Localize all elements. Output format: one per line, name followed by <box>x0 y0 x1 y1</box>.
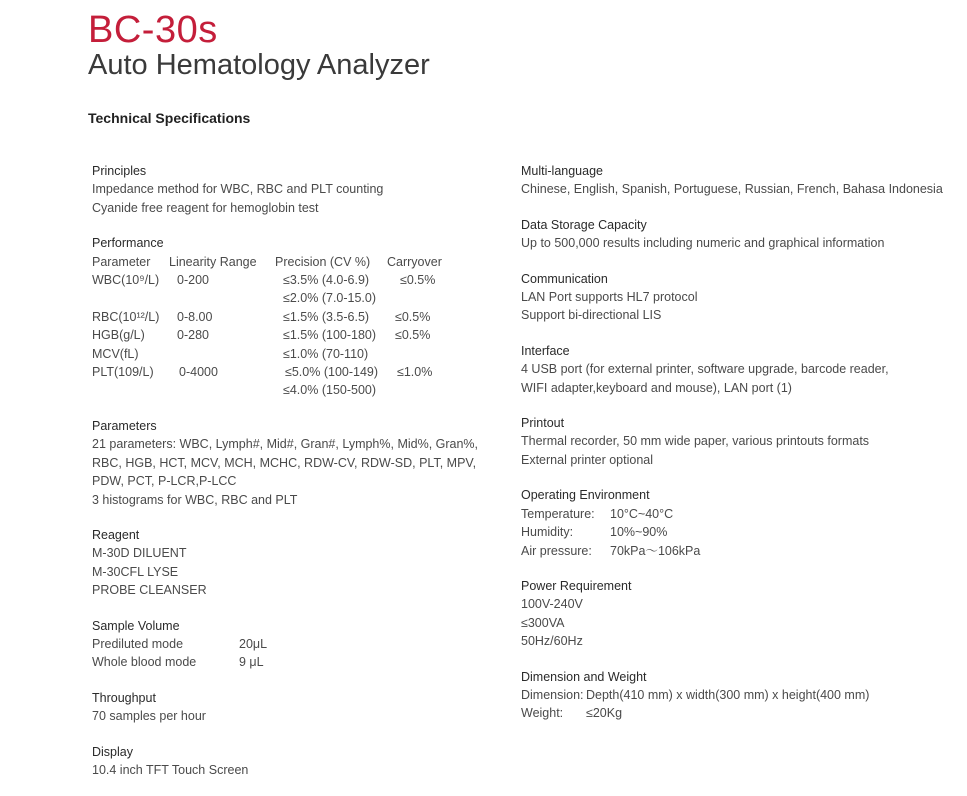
cell-param: RBC(10¹²/L) <box>92 309 160 324</box>
section-title: Throughput <box>92 690 156 705</box>
cell-carryover <box>395 345 455 363</box>
col-header-linearity: Linearity Range <box>169 254 257 269</box>
product-name: Auto Hematology Analyzer <box>88 49 430 81</box>
spec-line: LAN Port supports HL7 protocol <box>521 290 698 305</box>
cell-carryover: ≤1.0% <box>397 365 433 380</box>
item-value: 20μL <box>239 636 268 651</box>
table-row <box>92 345 502 363</box>
spec-line: Impedance method for WBC, RBC and PLT counting <box>92 182 384 197</box>
section-title: Multi-language <box>521 164 603 178</box>
section-power <box>521 577 961 651</box>
table-row <box>92 271 502 289</box>
spec-line: PROBE CLEANSER <box>92 583 207 598</box>
right-column <box>521 162 961 740</box>
section-title: Dimension and Weight <box>521 669 647 684</box>
section-reagent <box>92 526 502 600</box>
spec-line: ≤300VA <box>521 615 565 630</box>
section-printout <box>521 414 961 469</box>
table-row <box>92 289 502 307</box>
section-throughput <box>92 689 502 726</box>
cell-param <box>92 381 169 399</box>
section-display <box>92 743 502 780</box>
list-item <box>521 523 961 541</box>
section-performance <box>92 234 502 400</box>
section-title: Performance <box>92 236 164 251</box>
spec-line: Chinese, English, Spanish, Portuguese, Russian, French, Bahasa Indonesia <box>521 182 943 197</box>
cell-precision: ≤1.5% (3.5-6.5) <box>283 309 370 324</box>
item-label: Humidity: <box>521 525 574 540</box>
cell-range <box>169 289 283 307</box>
spec-line: M-30CFL LYSE <box>92 564 179 579</box>
list-item <box>92 635 502 653</box>
section-parameters <box>92 417 502 509</box>
cell-precision: ≤3.5% (4.0-6.9) <box>283 273 370 288</box>
item-value: 10%~90% <box>610 525 668 540</box>
cell-param: PLT(109/L) <box>92 365 154 380</box>
section-title: Communication <box>521 271 608 286</box>
list-item <box>521 704 961 722</box>
spec-line: 100V-240V <box>521 597 583 612</box>
spec-paragraph: 21 parameters: WBC, Lymph#, Mid#, Gran#, Lymph%, Mid%, Gran%, RBC, HGB, HCT, MCV, MCH, MCHC, RDW-CV, RDW-SD, PLT, MPV, PDW, PCT, P-LCR,P-LCC <box>92 437 479 489</box>
left-column <box>92 162 502 796</box>
item-value: 10°C~40°C <box>610 506 674 521</box>
item-label: Dimension: <box>521 687 584 702</box>
list-item <box>521 686 961 704</box>
cell-carryover: ≤0.5% <box>400 273 436 288</box>
col-header-precision: Precision (CV %) <box>275 254 371 269</box>
item-label: Prediluted mode <box>92 636 184 651</box>
cell-carryover: ≤0.5% <box>395 328 431 343</box>
cell-param <box>92 289 169 307</box>
cell-range <box>169 345 283 363</box>
cell-param: WBC(10⁹/L) <box>92 273 160 288</box>
cell-range: 0-280 <box>177 328 209 343</box>
section-principles <box>92 162 502 217</box>
cell-precision: ≤4.0% (150-500) <box>283 383 377 398</box>
cell-range: 0-8.00 <box>177 309 213 324</box>
spec-line: External printer optional <box>521 452 654 467</box>
cell-range: 0-4000 <box>179 365 218 380</box>
cell-carryover <box>395 381 455 399</box>
cell-carryover: ≤0.5% <box>395 309 431 324</box>
cell-range <box>169 381 283 399</box>
cell-param: MCV(fL) <box>92 346 139 361</box>
spec-line: Cyanide free reagent for hemoglobin test <box>92 200 319 215</box>
section-interface <box>521 342 961 397</box>
section-title: Display <box>92 744 133 759</box>
list-item <box>521 505 961 523</box>
spec-line: 4 USB port (for external printer, software upgrade, barcode reader, <box>521 362 889 377</box>
cell-carryover <box>395 289 460 307</box>
item-value: 9 μL <box>239 655 264 670</box>
section-sample-volume <box>92 617 502 672</box>
cell-precision: ≤1.0% (70-110) <box>283 346 369 361</box>
cell-param: HGB(g/L) <box>92 328 145 343</box>
item-value: 70kPa～106kPa <box>610 543 701 558</box>
item-value: ≤20Kg <box>586 706 623 721</box>
section-title: Reagent <box>92 527 140 542</box>
item-label: Temperature: <box>521 506 595 521</box>
cell-range: 0-200 <box>177 273 209 288</box>
section-title: Principles <box>92 164 147 178</box>
section-title: Data Storage Capacity <box>521 217 647 232</box>
section-multi-language <box>521 162 961 199</box>
section-title: Power Requirement <box>521 578 632 593</box>
list-item <box>92 653 502 671</box>
section-communication <box>521 270 961 325</box>
model-name: BC-30s <box>88 9 218 51</box>
section-data-storage <box>521 216 961 253</box>
section-title: Printout <box>521 416 565 431</box>
section-operating-environment <box>521 486 961 560</box>
spec-line: WIFI adapter,keyboard and mouse), LAN port (1) <box>521 380 792 395</box>
spec-line: 10.4 inch TFT Touch Screen <box>92 762 249 777</box>
spec-line: Thermal recorder, 50 mm wide paper, various printouts formats <box>521 434 870 449</box>
cell-precision: ≤5.0% (100-149) <box>285 365 379 380</box>
item-label: Weight: <box>521 706 564 721</box>
table-row <box>92 308 502 326</box>
list-item <box>521 542 961 560</box>
spec-line: Support bi-directional LIS <box>521 308 662 323</box>
cell-precision: ≤1.5% (100-180) <box>283 328 377 343</box>
section-title: Operating Environment <box>521 488 650 503</box>
spec-line: Up to 500,000 results including numeric and graphical information <box>521 236 885 251</box>
spec-line: 3 histograms for WBC, RBC and PLT <box>92 492 298 507</box>
col-header-carryover: Carryover <box>387 254 442 269</box>
performance-header-row <box>92 253 502 271</box>
item-value: Depth(410 mm) x width(300 mm) x height(400 mm) <box>586 687 870 702</box>
spec-line: 50Hz/60Hz <box>521 634 583 649</box>
table-row <box>92 326 502 344</box>
item-label: Air pressure: <box>521 543 592 558</box>
section-title: Sample Volume <box>92 618 180 633</box>
section-title: Interface <box>521 343 570 358</box>
spec-line: 70 samples per hour <box>92 709 206 724</box>
section-dimension <box>521 668 961 723</box>
spec-heading: Technical Specifications <box>88 110 251 126</box>
table-row <box>92 363 502 381</box>
table-row <box>92 381 502 399</box>
item-label: Whole blood mode <box>92 655 197 670</box>
spec-line: M-30D DILUENT <box>92 546 187 561</box>
section-title: Parameters <box>92 418 157 433</box>
col-header-parameter: Parameter <box>92 254 151 269</box>
cell-precision: ≤2.0% (7.0-15.0) <box>283 291 377 306</box>
